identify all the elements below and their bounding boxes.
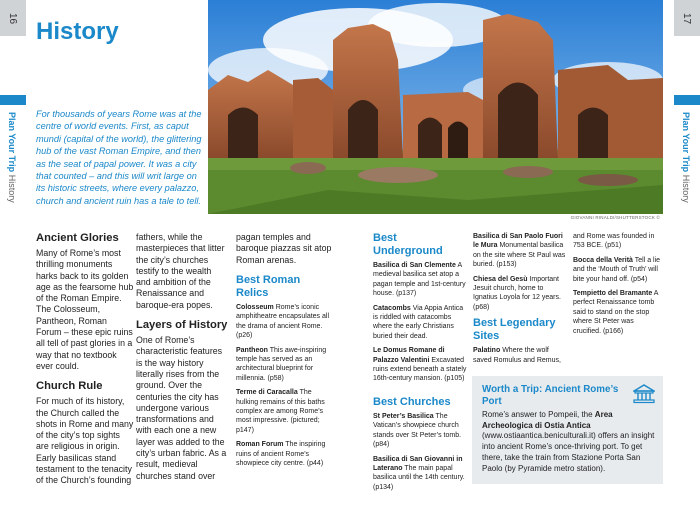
column-6: [573, 232, 663, 341]
right-side-tab: [674, 0, 700, 505]
list-item: Basilica di San Clemente A medieval basilica set atop a pagan temple and 1st-century house. (p137): [373, 262, 466, 298]
list-item: Basilica di San Paolo Fuori le Mura Monumental basilica on the site where St Paul was buried. (p153): [473, 233, 566, 269]
photo-credit: GIOVANNI RINALDI/SHUTTERSTOCK ©: [570, 215, 660, 220]
worth-a-trip-box: [472, 376, 663, 484]
list-item: Tempietto del Bramante A perfect Renaissance tomb said to stand on the stop where St Peter was crucified. (p166): [573, 290, 659, 335]
column-1: [36, 232, 134, 495]
intro-text: For thousands of years Rome was at the centre of world events. First, as caput mundi (capital of the world), the glittering hub of the vast Roman Empire, and then as the seat of papal power. It was a city that counted – and this will writ large on its historic streets, where every palazzo, church and ancient ruin has a tale to tell.: [36, 109, 202, 206]
list-item: Catacombs Via Appia Antica is riddled with catacombs where the early Christians buried their dead.: [373, 304, 464, 340]
box-title: Worth a Trip: Ancient Rome’s Port: [482, 384, 619, 407]
section-marker-left: [0, 95, 26, 105]
box-text: Rome’s answer to Pompeii, the Area Archeologica di Ostia Antica (www.ostiaantica.beniculturali.it) offers an insight into ancient Rome’s once-thriving port. To get there, take the train from Stazione Porta San Paolo (by Pyramide metro station).: [482, 410, 655, 473]
text-church-rule: For much of its history, the Church called the shots in Rome and many of the city’s top sights are religious in origin. Early basilicas stand testament to the tenacity of the Church’s founding: [36, 396, 134, 486]
column-2: [136, 232, 228, 490]
left-side-tab: [0, 0, 26, 505]
heading-church-rule: Church Rule: [36, 380, 103, 393]
heading-best-roman-relics: Best Roman Relics: [236, 273, 301, 299]
column-4: [373, 232, 467, 497]
text-church-rule-cont: fathers, while the masterpieces that litter the city’s churches testify to the wealth and ambition of the Renaissance and baroque-era popes.: [136, 232, 225, 310]
list-item: Palatino Where the wolf saved Romulus and Remus,: [473, 347, 561, 364]
text-layers-of-history: One of Rome’s characteristic features is the way history literally rises from the ground. Over the centuries the city has undergone various transformations and with each one a new layer was added to the city’s urban fabric. As a result, medieval churches stand over: [136, 335, 227, 481]
list-item: Le Domus Romane di Palazzo Valentini Excavated ruins extend beneath a stately 16th-century mansion. (p105): [373, 347, 467, 383]
list-item: Pantheon This awe-inspiring temple has served as an architectural blueprint for millennia. (p58): [236, 346, 327, 382]
page-title: History: [36, 18, 119, 45]
list-item: Chiesa del Gesù Important Jesuit church, home to Ignatius Loyola for 12 years. (p68): [473, 275, 561, 311]
page-number-right: 17: [674, 0, 700, 36]
list-item: St Peter’s Basilica The Vatican’s showpiece church stands over St Peter’s tomb. (p84): [373, 412, 462, 449]
text-ancient-glories: Many of Rome’s most thrilling monuments harks back to its golden age as the fearsome hub of the Roman Empire. The Colosseum, Pantheon, Roman Forum – these epic ruins all tell of past glories in a way that no textbook ever could.: [36, 248, 134, 371]
page-number-left: 16: [0, 0, 26, 36]
list-item: Roman Forum The inspiring ruins of ancient Rome’s showpiece city centre. (p44): [236, 441, 326, 467]
ancient-building-icon: [633, 384, 655, 409]
list-item: Colosseum Rome’s iconic amphitheatre encapsulates all the drama of ancient Rome. (p26): [236, 303, 330, 340]
section-label-left: Plan Your Trip History: [7, 112, 17, 203]
heading-layers-of-history: Layers of History: [136, 319, 228, 332]
heading-best-churches: Best Churches: [373, 395, 451, 408]
heading-best-underground: Best Underground: [373, 232, 443, 257]
section-marker-right: [674, 95, 700, 105]
heading-best-legendary-sites: Best Legendary Sites: [473, 317, 556, 343]
column-3: [236, 232, 334, 473]
list-item: Bocca della Verità Tell a lie and the ‘Mouth of Truth’ will bite your hand off. (p54): [573, 256, 661, 283]
text-layers-cont: pagan temples and baroque piazzas sit atop Roman arenas.: [236, 232, 332, 265]
list-item: Terme di Caracalla The hulking remains of this baths complex are among Rome’s most impressive. (pictured; p147): [236, 389, 325, 434]
text-legendary-cont: and Rome was founded in 753 BCE. (p51): [573, 233, 655, 250]
heading-ancient-glories: Ancient Glories: [36, 232, 119, 244]
section-label-right: Plan Your Trip History: [681, 112, 691, 203]
roman-ruins-photo: [208, 0, 663, 214]
column-5: [473, 232, 567, 370]
list-item: Basilica di San Giovanni in Laterano The main papal basilica until the 14th century. (p134): [373, 455, 465, 491]
